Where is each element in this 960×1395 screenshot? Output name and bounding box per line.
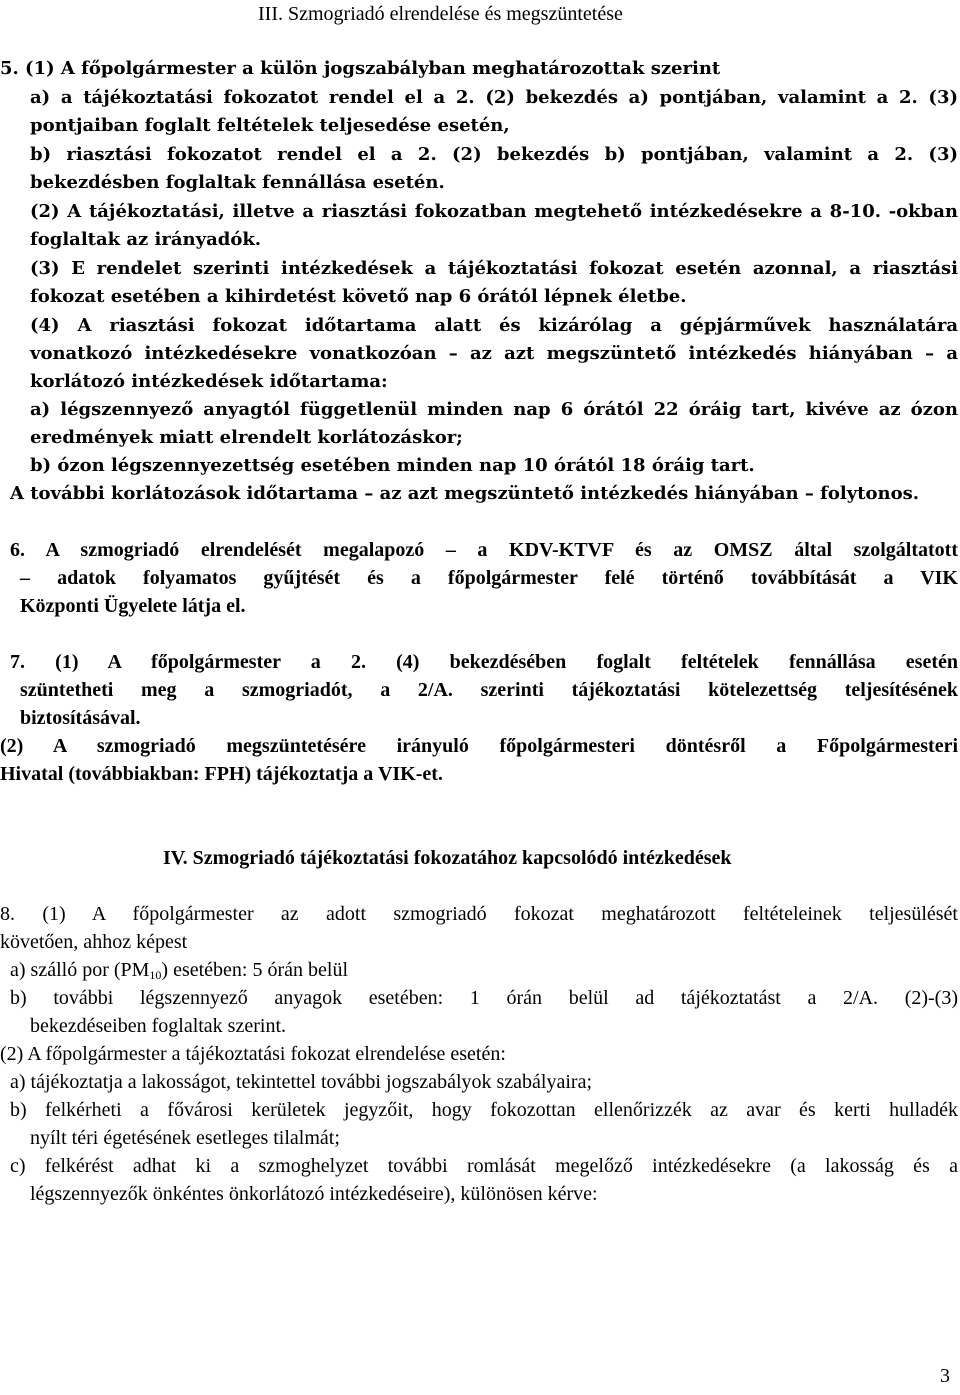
para-5-4-a-line-2: eredmények miatt elrendelt korlátozáskor; bbox=[30, 427, 463, 448]
para-6-line-2: – adatok folyamatos gyűjtését és a főpolgármester felé történő továbbítását a VIK bbox=[20, 567, 958, 589]
para-5-4-line-3: korlátozó intézkedések időtartama: bbox=[30, 371, 388, 392]
para-8-2-line: (2) A főpolgármester a tájékoztatási fokozat elrendelése esetén: bbox=[0, 1043, 506, 1065]
para-5-3-line-1: (3) E rendelet szerinti intézkedések a tájékoztatási fokozat esetén azonnal, a riasztási bbox=[30, 258, 958, 279]
page-number: 3 bbox=[940, 1365, 950, 1387]
para-8-2-c-line-2: légszennyezők önkéntes önkorlátozó intézkedéseire), különösen kérve: bbox=[30, 1183, 598, 1205]
para-6-line-3: Központi Ügyelete látja el. bbox=[20, 595, 246, 617]
para-5-2-line-1: (2) A tájékoztatási, illetve a riasztási fokozatban megtehető intézkedésekre a 8-10. -okban bbox=[30, 201, 958, 222]
para-5-line-2: a) a tájékoztatási fokozatot rendel el a 2. (2) bekezdés a) pontjában, valamint a 2. (3) bbox=[30, 87, 958, 108]
para-8-line-2: követően, ahhoz képest bbox=[0, 931, 188, 953]
para-7-2-line-2: Hivatal (továbbiakban: FPH) tájékoztatja a VIK-et. bbox=[0, 763, 443, 785]
para-8-2-a-line: a) tájékoztatja a lakosságot, tekintettel további jogszabályok szabályaira; bbox=[10, 1071, 593, 1093]
pm-subscript: 10 bbox=[149, 968, 162, 982]
para-5-4-a-line-1: a) légszennyező anyagtól függetlenül minden nap 6 órától 22 óráig tart, kivéve az ózon bbox=[30, 399, 958, 420]
para-5-2-line-2: foglaltak az irányadók. bbox=[30, 229, 262, 250]
para-5-line-3: pontjaiban foglalt feltételek teljesedése esetén, bbox=[30, 115, 510, 136]
para-8-line-1: 8. (1) A főpolgármester az adott szmogriadó fokozat meghatározott feltételeinek teljesülését bbox=[0, 903, 958, 925]
section-3-heading: III. Szmogriadó elrendelése és megszüntetése bbox=[258, 3, 623, 25]
para-5-further-restrictions: A további korlátozások időtartama – az azt megszüntető intézkedés hiányában – folytonos. bbox=[10, 483, 919, 504]
para-7-line-3: biztosításával. bbox=[20, 707, 141, 729]
para-5-3-line-2: fokozat esetében a kihirdetést követő nap 6 órától lépnek életbe. bbox=[30, 286, 687, 307]
para-7-2-line-1: (2) A szmogriadó megszüntetésére irányuló főpolgármesteri döntésről a Főpolgármesteri bbox=[0, 735, 958, 757]
para-8-b-line-2: bekezdéseiben foglaltak szerint. bbox=[30, 1015, 286, 1037]
para-8-2-b-line-1: b) felkérheti a fővárosi kerületek jegyzőit, hogy fokozottan ellenőrizzék az avar és kerti hulladék bbox=[10, 1099, 958, 1121]
para-5-line-5: bekezdésben foglaltak fennállása esetén. bbox=[30, 172, 445, 193]
para-8-b-line-1: b) további légszennyező anyagok esetében: 1 órán belül ad tájékoztatást a 2/A. (2)-(3) bbox=[10, 987, 958, 1009]
para-7-line-2: szüntetheti meg a szmogriadót, a 2/A. szerinti tájékoztatási kötelezettség teljesítésének bbox=[20, 679, 958, 701]
para-6-line-1: 6. A szmogriadó elrendelését megalapozó – a KDV-KTVF és az OMSZ által szolgáltatott bbox=[10, 539, 958, 561]
pm-prefix: a) szálló por (PM bbox=[10, 959, 150, 981]
para-5-4-line-2: vonatkozó intézkedésekre vonatkozóan – az azt megszüntető intézkedés hiányában – a bbox=[30, 343, 958, 364]
para-5-line-1: 5. (1) A főpolgármester a külön jogszabályban meghatározottak szerint bbox=[0, 58, 721, 79]
para-8-pm10-line bbox=[10, 956, 348, 984]
para-8-2-c-line-1: c) felkérést adhat ki a szmoghelyzet további romlását megelőző intézkedésekre (a lakosság és a bbox=[10, 1155, 958, 1177]
pm-suffix: ) esetében: 5 órán belül bbox=[161, 959, 349, 981]
para-8-2-b-line-2: nyílt téri égetésének esetleges tilalmát; bbox=[30, 1127, 340, 1149]
para-7-line-1: 7. (1) A főpolgármester a 2. (4) bekezdésében foglalt feltételek fennállása esetén bbox=[10, 651, 958, 673]
para-5-4-b-line: b) ózon légszennyezettség esetében minden nap 10 órától 18 óráig tart. bbox=[30, 455, 755, 476]
section-4-heading: IV. Szmogriadó tájékoztatási fokozatához kapcsolódó intézkedések bbox=[163, 847, 732, 869]
para-5-line-4: b) riasztási fokozatot rendel el a 2. (2) bekezdés b) pontjában, valamint a 2. (3) bbox=[30, 144, 958, 165]
para-5-4-line-1: (4) A riasztási fokozat időtartama alatt és kizárólag a gépjárművek használatára bbox=[30, 315, 958, 336]
